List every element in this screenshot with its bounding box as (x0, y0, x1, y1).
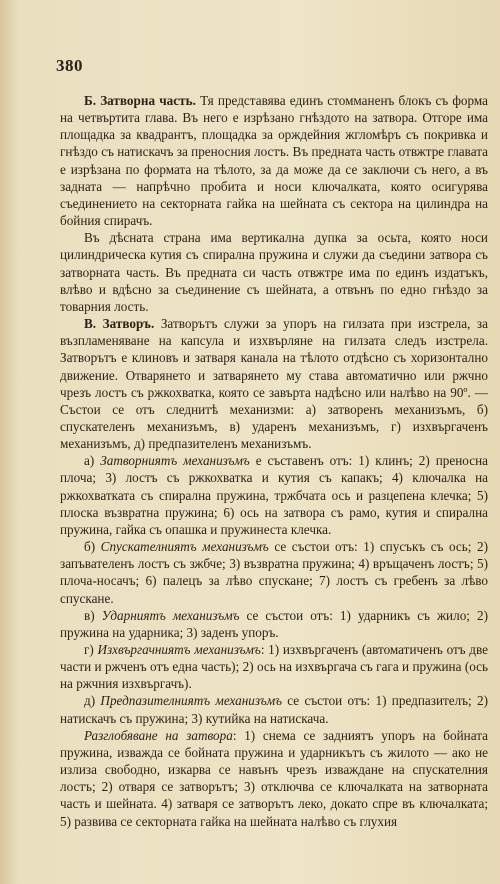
subheading: Спускателниятъ механизъмъ (100, 539, 269, 555)
paragraph-text: : 1) изхвъргаченъ (автоматиченъ отъ две части и ржченъ отъ една часть); 2) ось на изхвъргача съ гага и пружина (ось на ржчния изхвъргачъ). (60, 642, 488, 692)
subheading: Затворниятъ механизъмъ (100, 453, 250, 469)
page-body (60, 92, 488, 830)
paragraph-extractor-mechanism (60, 641, 488, 692)
list-marker: а) (84, 453, 101, 469)
list-marker: г) (84, 642, 98, 657)
list-marker: д) (84, 693, 101, 709)
paragraph-text: Затворътъ служи за упоръ на гилзата при изстрела, за възпламеняване на капсула и изхвърляне на гилзата следъ изстрела. Затворътъ е клиновъ и затваря канала на тѣлото отдѣсно съ хоризонтално движение. Отварянето и затварянето му става автоматично или ржчно чрезъ лостъ съ ржкохватка, която се завърта надѣсно или налѣво на 90º. — Състои се отъ следнитѣ механизми: а) затворенъ механизъмъ, б) спускателенъ механизъмъ, в) ударенъ механизъмъ, г) изхвъргаченъ механизъмъ, д) предпазителенъ механизъмъ. (60, 316, 488, 452)
list-marker: б) (84, 539, 101, 555)
subheading: Разглобяване на затвора (84, 727, 233, 743)
paragraph-text: се състои отъ: 1) ударникъ съ жило; 2) пружина на ударника; 3) заденъ упоръ. (60, 607, 488, 640)
list-marker: в) (84, 607, 102, 623)
paragraph-firing-mechanism (60, 607, 488, 641)
page-number: 380 (56, 56, 83, 75)
paragraph-right-side (60, 229, 488, 315)
subheading: Предпазителниятъ механизъмъ (100, 693, 282, 709)
paragraph-closure-block (60, 92, 488, 229)
paragraph-text: : 1) снема се задниятъ упоръ на бойната пружина, изважда се бойната пружина и ударникътъ съ жилото — ако не излиза свободно, изкарва се навънъ чрезъ изваждане на спускателния лостъ; 2) отваря се затворътъ; 3) отключва се ключалката на затворната часть и шейната. 4) затваря се затворътъ леко, докато спре въ ключалката; 5) развива се секторната гайка на шейната налѣво съ глухия (60, 727, 488, 829)
paragraph-text: Тя представява единъ стомманенъ блокъ съ форма на четвъртита глава. Въ него е изрѣзано гнѣздото на затвора. Отгоре има площадка за квадрантъ, площадка за орждейния жгломѣръ съ покривка и гнѣздо съ натискачъ за преносния лостъ. Въ предната часть отвжтре главата е изрѣзана по формата на тѣлото, за да може да се заключи съ него, а въ задната — напрѣчно пробита и носи ключалката, която осигурява съединението на секторната гайка на шейната съ сектора на цилиндра на бойния спирачъ. (60, 93, 488, 229)
section-heading-v: В. Затворъ. (84, 316, 155, 332)
paragraph-trigger-mechanism (60, 538, 488, 607)
paragraph-text: се състои отъ: 1) спусъкъ съ ось; 2) запъвателенъ лостъ съ зжбче; 3) възвратна пружина; 4) връщаченъ лостъ; 5) плоча-носачъ; 6) палецъ за лѣво спускане; 7) лостъ съ гребенъ за лѣво спускане. (60, 539, 488, 606)
paragraph-closing-mechanism (60, 452, 488, 538)
paragraph-disassembly (60, 727, 488, 830)
section-heading-b: Б. Затворна часть. (84, 93, 196, 108)
paragraph-breechblock (60, 315, 488, 452)
paragraph-text: е съставенъ отъ: 1) клинъ; 2) преносна плоча; 3) лостъ съ ржкохватка и кутия съ капакъ; 4) ключалка на ржкохватката съ спирална пружина, тржбчата ось и разцепена клечка; 5) плоска възвратна пружина; 6) ось на затвора съ рамо, кутия и спирална пружина, гайка съ опашка и пружинеста клечка. (60, 453, 488, 537)
paragraph-text: се състои отъ: 1) предпазителъ; 2) натискачъ съ пружина; 3) кутийка на натискача. (60, 693, 488, 726)
subheading: Ударниятъ механизъмъ (101, 607, 240, 623)
paragraph-safety-mechanism (60, 692, 488, 726)
paragraph-text: Въ дѣсната страна има вертикална дупка за осьта, която носи цилиндрическа кутия съ спирална пружина и служи да съедини затвора съ затворната часть. Въ предната си часть отвжтре има по единъ издатъкъ, влѣво и вдѣсно за съединение съ шейната, а отвънъ по едно гнѣздо за товарния лость. (60, 230, 488, 314)
subheading: Изхвъргачниятъ механизъмъ (97, 642, 261, 657)
